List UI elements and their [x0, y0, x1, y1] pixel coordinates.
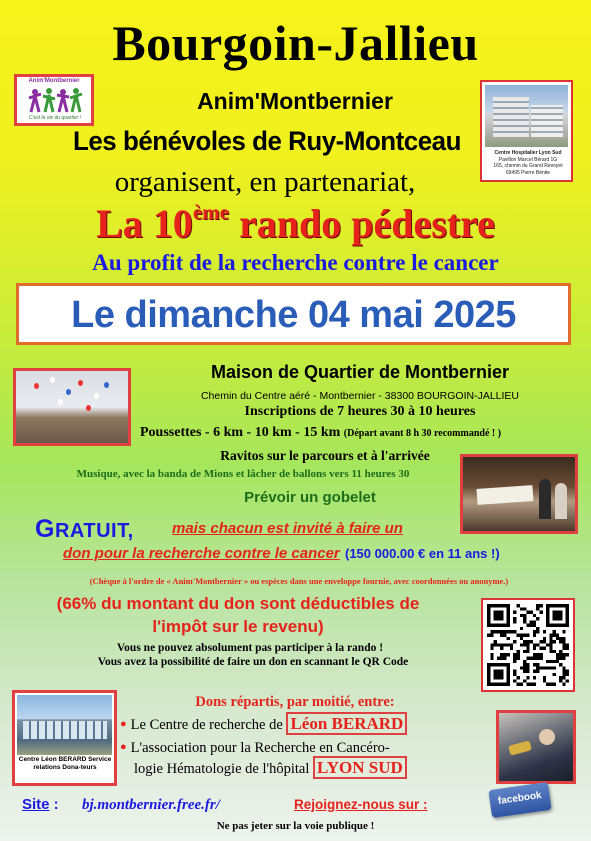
centre-prefix: Le Centre de recherche de: [130, 717, 287, 733]
people-icon: [27, 86, 83, 114]
building-windows: [23, 721, 107, 739]
balloon-dot: [34, 383, 39, 389]
balloon-dot: [78, 380, 83, 386]
site-word: Site: [22, 796, 50, 813]
association-name: LYON SUD: [313, 756, 407, 779]
association-text1: L'association pour la Recherche en Cancéro-: [130, 740, 390, 756]
site-link[interactable]: bj.montbernier.free.fr/: [82, 797, 220, 813]
event-date: Le dimanche 04 mai 2025: [71, 294, 516, 336]
balloon-dot: [104, 382, 109, 388]
facebook-button[interactable]: [488, 782, 551, 818]
hospital-building-image: [485, 85, 568, 147]
balloon-dot: [58, 399, 63, 405]
bullet-icon: ●: [120, 718, 127, 730]
berard-building-image: [17, 695, 112, 755]
gratuit-initial: G: [35, 515, 55, 543]
association-text2: logie Hématologie de l'hôpital: [134, 761, 313, 777]
balloons-photo: [13, 368, 131, 446]
rando-title: [0, 200, 591, 247]
venue-name: Maison de Quartier de Montbernier: [210, 362, 510, 382]
qr-code-icon: [487, 604, 569, 686]
donation-total: (150 000.00 € en 11 ans !): [345, 546, 500, 561]
distances-line: [140, 425, 585, 441]
repartition-title: Dons répartis, par moitié, entre:: [195, 694, 395, 710]
association-line1: [120, 740, 500, 757]
stage-photo: [460, 454, 578, 534]
site-colon: :: [49, 796, 59, 813]
rando-sup: ème: [192, 200, 229, 224]
hospital-caption-line: Centre Hospitalier Lyon Sud: [494, 150, 562, 156]
tax-deduction-line2: l'impôt sur le revenu): [152, 617, 324, 636]
hospital-caption: [485, 150, 571, 176]
join-us-label: Rejoignez-nous sur :: [294, 797, 428, 812]
tax-deduction-line1: (66% du montant du don sont déductibles de: [56, 594, 420, 613]
person-silhouette: [555, 483, 567, 519]
centre-berard-line: [120, 714, 500, 734]
centre-name: Léon BERARD: [286, 712, 407, 735]
organiser-anim-montbernier: Anim'Montbernier: [197, 88, 393, 114]
cannot-participate-line: Vous ne pouvez absolument pas participer à la rando !: [116, 642, 384, 654]
depart-note: (Départ avant 8 h 30 recommandé ! ): [343, 428, 502, 439]
page-title: Bourgoin-Jallieu: [112, 15, 479, 71]
don-line: don pour la recherche contre le cancer: [63, 545, 340, 562]
do-not-litter-line: Ne pas jeter sur la voie publique !: [216, 820, 375, 832]
scan-qr-line: Vous avez la possibilité de faire un don en scannant le QR Code: [97, 656, 409, 668]
cheque-note: (Chèque à l'ordre de « Anim'Montbernier » ou espèces dans une enveloppe fournie, avec coordonnées ou anonyme.): [89, 576, 509, 586]
rando-suffix: rando pédestre: [228, 201, 495, 246]
balloon-dot: [94, 393, 99, 399]
date-box: [16, 283, 571, 345]
logo-tagline: C'est la vie du quartier !: [28, 115, 82, 121]
gobelet-line: Prévoir un gobelet: [244, 489, 376, 506]
ravitos-line: Ravitos sur le parcours et à l'arrivée: [220, 448, 430, 463]
hospital-caption-line: 165, chemin du Grand Revoyet: [493, 163, 563, 169]
hospital-caption-line: Pavillon Marcel Bérard 1G: [498, 156, 558, 163]
site-label: [22, 796, 59, 813]
balloon-dot: [86, 405, 91, 411]
rando-prefix: La 10: [96, 201, 193, 246]
cheque-board: [477, 485, 534, 505]
invitation-line: mais chacun est invité à faire un: [172, 520, 403, 537]
berard-caption: Centre Léon BERARD Service relations Dona-teurs: [18, 756, 112, 771]
gratuit-label: [35, 515, 134, 544]
inscriptions-hours: Inscriptions de 7 heures 30 à 10 heures: [244, 404, 476, 419]
balloon-dot: [50, 377, 55, 383]
logo-name: Anim'Montbernier: [28, 78, 80, 84]
berard-photo: [12, 690, 117, 786]
face-shape: [539, 729, 555, 745]
distances-text: Poussettes - 6 km - 10 km - 15 km: [140, 425, 341, 440]
person-silhouette: [539, 479, 551, 519]
facebook-label: facebook: [497, 790, 543, 808]
musique-line: Musique, avec la banda de Mions et lâcher de ballons vers 11 heures 30: [76, 468, 410, 480]
venue-address: Chemin du Centre aéré - Montbernier - 38300 BOURGOIN-JALLIEU: [200, 390, 520, 402]
banda-photo: [496, 710, 576, 784]
organisent-text: organisent, en partenariat,: [114, 166, 416, 198]
hospital-photo: [480, 80, 573, 182]
organiser-benevoles: Les bénévoles de Ruy-Montceau: [73, 126, 461, 156]
association-line2: [134, 758, 514, 778]
trumpet-shape: [508, 740, 532, 755]
profit-line: Au profit de la recherche contre le cancer: [92, 250, 499, 275]
anim-montbernier-logo: [14, 74, 94, 126]
hospital-caption-line: 69495 Pierre Bénite: [505, 169, 551, 176]
balloon-dot: [66, 389, 71, 395]
qr-code[interactable]: [481, 598, 575, 692]
bullet-icon: ●: [120, 741, 127, 753]
gratuit-rest: RATUIT,: [54, 520, 134, 542]
